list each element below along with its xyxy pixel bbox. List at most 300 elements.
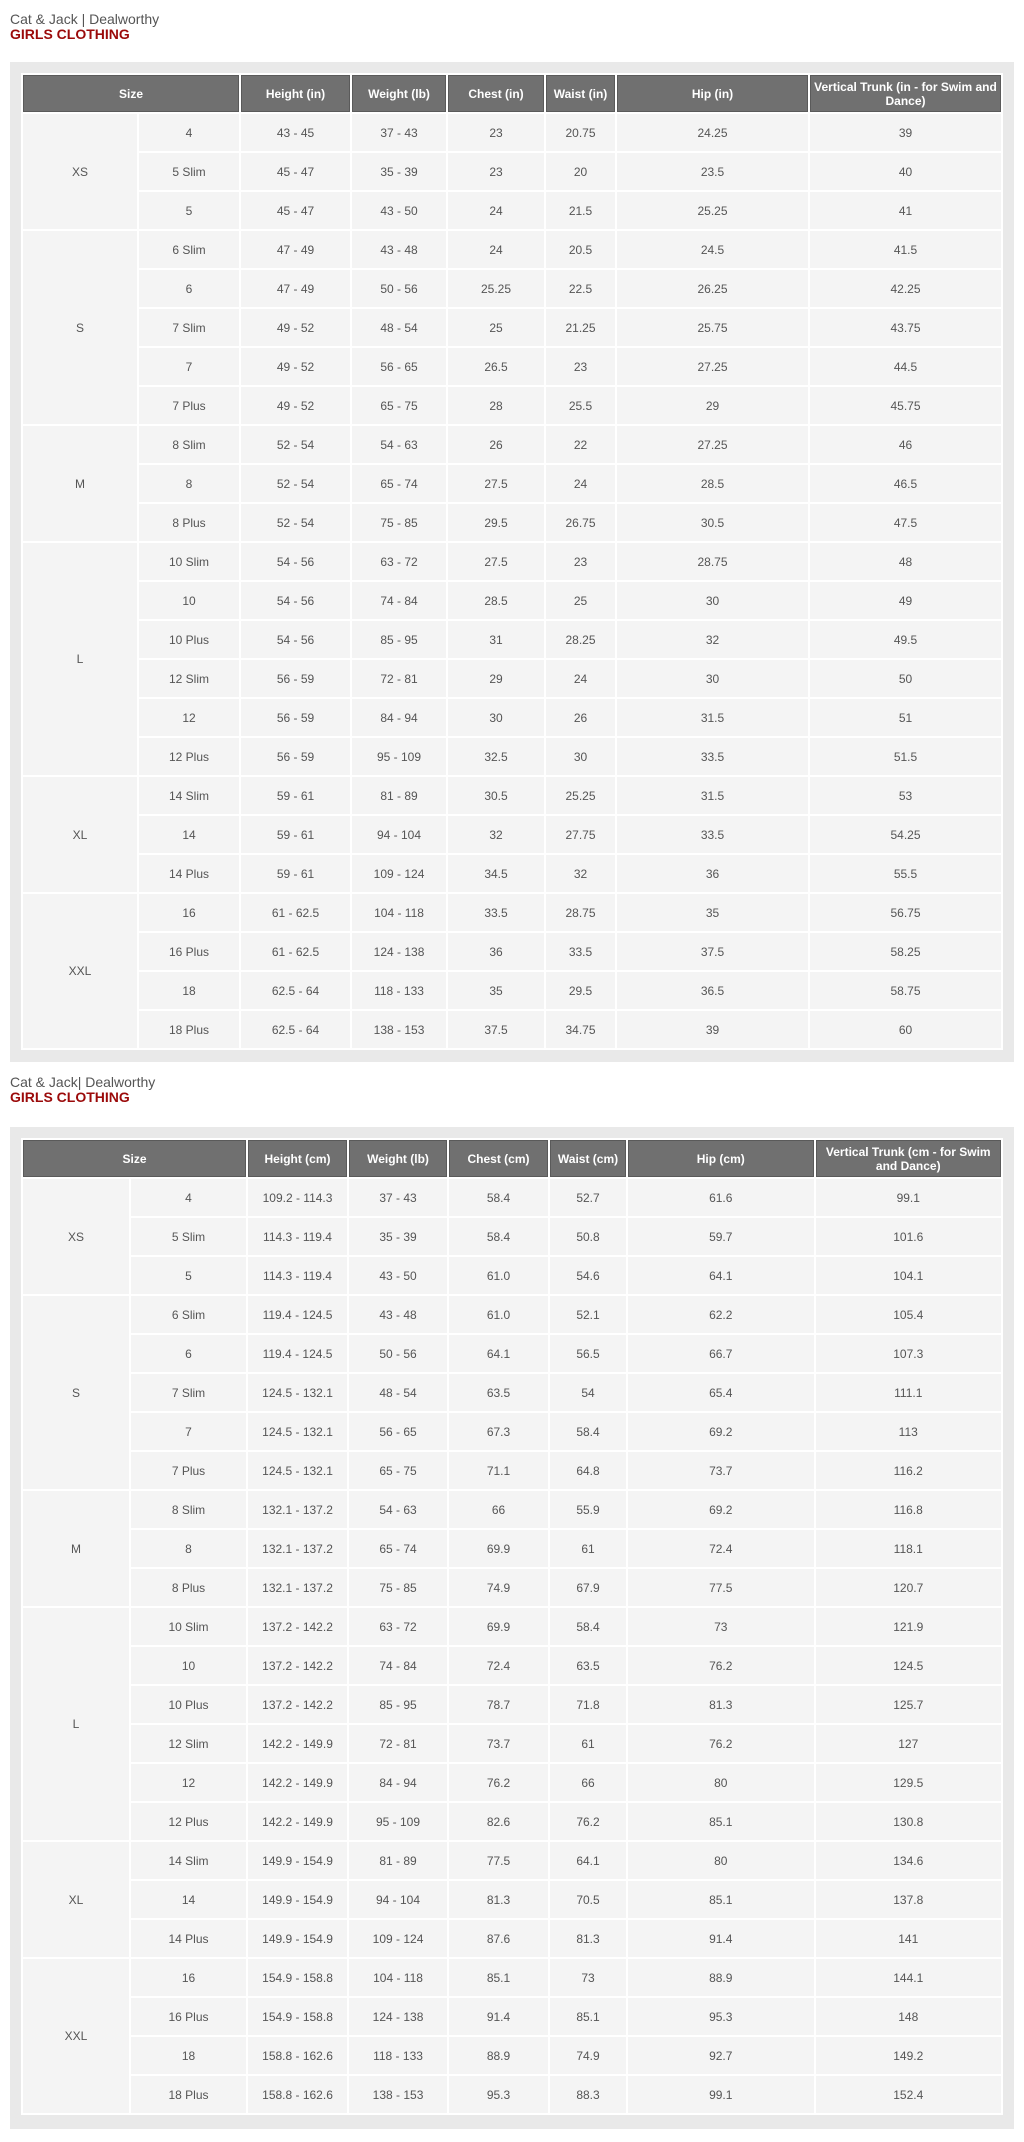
section-heading: GIRLS CLOTHING — [10, 26, 130, 42]
measurement-cell: 26.5 — [448, 348, 544, 385]
size-cell: 7 Slim — [139, 309, 239, 346]
table-row — [23, 1530, 1001, 1567]
measurement-cell: 91.4 — [449, 1998, 548, 2035]
table-row — [23, 309, 1001, 346]
measurement-cell: 44.5 — [810, 348, 1001, 385]
measurement-cell: 28.75 — [617, 543, 808, 580]
size-cell: 18 Plus — [139, 1011, 239, 1048]
measurement-cell: 49 - 52 — [241, 348, 350, 385]
size-cell: 7 Plus — [139, 387, 239, 424]
measurement-cell: 61 — [550, 1530, 626, 1567]
measurement-cell: 142.2 - 149.9 — [248, 1725, 347, 1762]
measurement-cell: 105.4 — [816, 1296, 1002, 1333]
measurement-cell: 158.8 - 162.6 — [248, 2037, 347, 2074]
measurement-cell: 55.5 — [810, 855, 1001, 892]
table-row — [23, 1374, 1001, 1411]
measurement-cell: 158.8 - 162.6 — [248, 2076, 347, 2113]
size-cell: 8 — [139, 465, 239, 502]
measurement-cell: 138 - 153 — [352, 1011, 446, 1048]
measurement-cell: 76.2 — [550, 1803, 626, 1840]
table-row — [23, 777, 1001, 814]
measurement-cell: 49.5 — [810, 621, 1001, 658]
measurement-cell: 56 - 65 — [352, 348, 446, 385]
measurement-cell: 85 - 95 — [349, 1686, 447, 1723]
size-cell: 7 Slim — [131, 1374, 246, 1411]
size-group-label: M — [23, 426, 137, 541]
measurement-cell: 85.1 — [628, 1803, 813, 1840]
measurement-cell: 99.1 — [628, 2076, 813, 2113]
measurement-cell: 154.9 - 158.8 — [248, 1959, 347, 1996]
measurement-cell: 22.5 — [546, 270, 615, 307]
measurement-cell: 25.25 — [546, 777, 615, 814]
table-row — [23, 1491, 1001, 1528]
measurement-cell: 81.3 — [628, 1686, 813, 1723]
measurement-cell: 27.5 — [448, 543, 544, 580]
table-row — [23, 465, 1001, 502]
column-header: Size — [23, 75, 239, 112]
measurement-cell: 61.0 — [449, 1296, 548, 1333]
size-cell: 12 — [131, 1764, 246, 1801]
measurement-cell: 50 — [810, 660, 1001, 697]
measurement-cell: 76.2 — [449, 1764, 548, 1801]
column-header: Weight (lb) — [349, 1140, 447, 1177]
measurement-cell: 77.5 — [628, 1569, 813, 1606]
table-row — [23, 270, 1001, 307]
table-row — [23, 1569, 1001, 1606]
measurement-cell: 24 — [448, 231, 544, 268]
measurement-cell: 50.8 — [550, 1218, 626, 1255]
size-cell: 4 — [131, 1179, 246, 1216]
measurement-cell: 33.5 — [448, 894, 544, 931]
measurement-cell: 118 - 133 — [352, 972, 446, 1009]
measurement-cell: 60 — [810, 1011, 1001, 1048]
measurement-cell: 69.2 — [628, 1491, 813, 1528]
column-header: Weight (lb) — [352, 75, 446, 112]
measurement-cell: 45 - 47 — [241, 192, 350, 229]
size-cell: 7 Plus — [131, 1452, 246, 1489]
measurement-cell: 63.5 — [550, 1647, 626, 1684]
measurement-cell: 36 — [448, 933, 544, 970]
header-row — [23, 1140, 1001, 1177]
size-cell: 16 Plus — [131, 1998, 246, 2035]
measurement-cell: 75 - 85 — [352, 504, 446, 541]
measurement-cell: 52.7 — [550, 1179, 626, 1216]
measurement-cell: 84 - 94 — [352, 699, 446, 736]
table-row — [23, 1413, 1001, 1450]
measurement-cell: 124 - 138 — [349, 1998, 447, 2035]
measurement-cell: 125.7 — [816, 1686, 1002, 1723]
measurement-cell: 24 — [448, 192, 544, 229]
table-row — [23, 1803, 1001, 1840]
measurement-cell: 72.4 — [449, 1647, 548, 1684]
table-row — [23, 1881, 1001, 1918]
measurement-cell: 142.2 - 149.9 — [248, 1803, 347, 1840]
table-row — [23, 816, 1001, 853]
size-cell: 8 Plus — [139, 504, 239, 541]
measurement-cell: 56 - 59 — [241, 699, 350, 736]
measurement-cell: 26.25 — [617, 270, 808, 307]
measurement-cell: 124.5 - 132.1 — [248, 1374, 347, 1411]
measurement-cell: 47 - 49 — [241, 231, 350, 268]
measurement-cell: 64.1 — [449, 1335, 548, 1372]
measurement-cell: 52 - 54 — [241, 504, 350, 541]
size-cell: 10 Plus — [131, 1686, 246, 1723]
measurement-cell: 34.5 — [448, 855, 544, 892]
measurement-cell: 104 - 118 — [349, 1959, 447, 1996]
measurement-cell: 87.6 — [449, 1920, 548, 1957]
size-cell: 5 — [131, 1257, 246, 1294]
measurement-cell: 95.3 — [449, 2076, 548, 2113]
size-cell: 5 — [139, 192, 239, 229]
measurement-cell: 109.2 - 114.3 — [248, 1179, 347, 1216]
table-row — [23, 1647, 1001, 1684]
measurement-cell: 37.5 — [617, 933, 808, 970]
measurement-cell: 74.9 — [550, 2037, 626, 2074]
measurement-cell: 101.6 — [816, 1218, 1002, 1255]
measurement-cell: 148 — [816, 1998, 1002, 2035]
size-cell: 7 — [131, 1413, 246, 1450]
brand-label: Cat & Jack | Dealworthy — [10, 11, 160, 27]
measurement-cell: 45.75 — [810, 387, 1001, 424]
measurement-cell: 104.1 — [816, 1257, 1002, 1294]
column-header: Chest (cm) — [449, 1140, 548, 1177]
measurement-cell: 137.2 - 142.2 — [248, 1647, 347, 1684]
measurement-cell: 95 - 109 — [349, 1803, 447, 1840]
measurement-cell: 132.1 - 137.2 — [248, 1491, 347, 1528]
measurement-cell: 49 - 52 — [241, 309, 350, 346]
measurement-cell: 37.5 — [448, 1011, 544, 1048]
measurement-cell: 141 — [816, 1920, 1002, 1957]
size-chart-section-cm — [0, 1070, 1024, 2142]
size-cell: 10 — [139, 582, 239, 619]
measurement-cell: 59 - 61 — [241, 777, 350, 814]
measurement-cell: 137.8 — [816, 1881, 1002, 1918]
measurement-cell: 99.1 — [816, 1179, 1002, 1216]
measurement-cell: 129.5 — [816, 1764, 1002, 1801]
table-row — [23, 660, 1001, 697]
measurement-cell: 55.9 — [550, 1491, 626, 1528]
measurement-cell: 25.25 — [617, 192, 808, 229]
measurement-cell: 120.7 — [816, 1569, 1002, 1606]
measurement-cell: 27.25 — [617, 426, 808, 463]
measurement-cell: 31 — [448, 621, 544, 658]
measurement-cell: 35 - 39 — [352, 153, 446, 190]
table-row — [23, 1959, 1001, 1996]
measurement-cell: 49 — [810, 582, 1001, 619]
measurement-cell: 137.2 - 142.2 — [248, 1686, 347, 1723]
measurement-cell: 54.25 — [810, 816, 1001, 853]
measurement-cell: 73 — [550, 1959, 626, 1996]
measurement-cell: 56 - 65 — [349, 1413, 447, 1450]
measurement-cell: 63 - 72 — [352, 543, 446, 580]
size-group-label: L — [23, 1608, 129, 1840]
measurement-cell: 109 - 124 — [352, 855, 446, 892]
size-cell: 6 — [139, 270, 239, 307]
measurement-cell: 25.75 — [617, 309, 808, 346]
size-cell: 12 Plus — [131, 1803, 246, 1840]
measurement-cell: 35 — [617, 894, 808, 931]
measurement-cell: 34.75 — [546, 1011, 615, 1048]
measurement-cell: 127 — [816, 1725, 1002, 1762]
table-row — [23, 1179, 1001, 1216]
measurement-cell: 149.9 - 154.9 — [248, 1842, 347, 1879]
measurement-cell: 26 — [546, 699, 615, 736]
measurement-cell: 29 — [448, 660, 544, 697]
size-group-label: XS — [23, 1179, 129, 1294]
measurement-cell: 43.75 — [810, 309, 1001, 346]
measurement-cell: 30 — [617, 660, 808, 697]
measurement-cell: 40 — [810, 153, 1001, 190]
measurement-cell: 58.4 — [550, 1608, 626, 1645]
measurement-cell: 85 - 95 — [352, 621, 446, 658]
measurement-cell: 61 - 62.5 — [241, 933, 350, 970]
measurement-cell: 26 — [448, 426, 544, 463]
table-row — [23, 504, 1001, 541]
measurement-cell: 118 - 133 — [349, 2037, 447, 2074]
measurement-cell: 56.75 — [810, 894, 1001, 931]
table-row — [23, 699, 1001, 736]
measurement-cell: 52.1 — [550, 1296, 626, 1333]
measurement-cell: 47 - 49 — [241, 270, 350, 307]
measurement-cell: 32 — [546, 855, 615, 892]
measurement-cell: 124.5 — [816, 1647, 1002, 1684]
measurement-cell: 54 — [550, 1374, 626, 1411]
measurement-cell: 54 - 63 — [352, 426, 446, 463]
measurement-cell: 66 — [449, 1491, 548, 1528]
measurement-cell: 35 - 39 — [349, 1218, 447, 1255]
measurement-cell: 48 — [810, 543, 1001, 580]
measurement-cell: 61.6 — [628, 1179, 813, 1216]
size-cell: 14 Slim — [139, 777, 239, 814]
column-header: Vertical Trunk (in - for Swim and Dance) — [810, 75, 1001, 112]
measurement-cell: 51.5 — [810, 738, 1001, 775]
measurement-cell: 24 — [546, 465, 615, 502]
measurement-cell: 64.8 — [550, 1452, 626, 1489]
measurement-cell: 58.25 — [810, 933, 1001, 970]
size-cell: 18 — [131, 2037, 246, 2074]
measurement-cell: 48 - 54 — [349, 1374, 447, 1411]
measurement-cell: 29 — [617, 387, 808, 424]
measurement-cell: 61 - 62.5 — [241, 894, 350, 931]
measurement-cell: 49 - 52 — [241, 387, 350, 424]
column-header: Size — [23, 1140, 246, 1177]
measurement-cell: 73.7 — [449, 1725, 548, 1762]
measurement-cell: 25 — [448, 309, 544, 346]
measurement-cell: 88.9 — [628, 1959, 813, 1996]
measurement-cell: 109 - 124 — [349, 1920, 447, 1957]
column-header: Height (in) — [241, 75, 350, 112]
measurement-cell: 37 - 43 — [352, 114, 446, 151]
measurement-cell: 65.4 — [628, 1374, 813, 1411]
measurement-cell: 25 — [546, 582, 615, 619]
size-cell: 10 — [131, 1647, 246, 1684]
measurement-cell: 56.5 — [550, 1335, 626, 1372]
measurement-cell: 39 — [617, 1011, 808, 1048]
measurement-cell: 85.1 — [628, 1881, 813, 1918]
measurement-cell: 94 - 104 — [352, 816, 446, 853]
measurement-cell: 85.1 — [449, 1959, 548, 1996]
measurement-cell: 47.5 — [810, 504, 1001, 541]
size-cell: 5 Slim — [139, 153, 239, 190]
size-group-label: XL — [23, 1842, 129, 1957]
size-cell: 10 Slim — [131, 1608, 246, 1645]
size-cell: 12 Plus — [139, 738, 239, 775]
size-cell: 12 Slim — [131, 1725, 246, 1762]
measurement-cell: 107.3 — [816, 1335, 1002, 1372]
size-cell: 8 Slim — [139, 426, 239, 463]
size-cell: 8 — [131, 1530, 246, 1567]
size-group-label: S — [23, 1296, 129, 1489]
measurement-cell: 23.5 — [617, 153, 808, 190]
measurement-cell: 85.1 — [550, 1998, 626, 2035]
measurement-cell: 95.3 — [628, 1998, 813, 2035]
measurement-cell: 116.2 — [816, 1452, 1002, 1489]
measurement-cell: 27.5 — [448, 465, 544, 502]
measurement-cell: 81.3 — [449, 1881, 548, 1918]
measurement-cell: 35 — [448, 972, 544, 1009]
table-row — [23, 972, 1001, 1009]
measurement-cell: 66 — [550, 1764, 626, 1801]
measurement-cell: 54 - 63 — [349, 1491, 447, 1528]
measurement-cell: 32.5 — [448, 738, 544, 775]
measurement-cell: 30.5 — [617, 504, 808, 541]
measurement-cell: 104 - 118 — [352, 894, 446, 931]
measurement-cell: 132.1 - 137.2 — [248, 1530, 347, 1567]
measurement-cell: 43 - 48 — [352, 231, 446, 268]
measurement-cell: 39 — [810, 114, 1001, 151]
measurement-cell: 72 - 81 — [349, 1725, 447, 1762]
table-row — [23, 1998, 1001, 2035]
measurement-cell: 41.5 — [810, 231, 1001, 268]
measurement-cell: 58.4 — [550, 1413, 626, 1450]
measurement-cell: 124.5 - 132.1 — [248, 1413, 347, 1450]
measurement-cell: 54.6 — [550, 1257, 626, 1294]
measurement-cell: 152.4 — [816, 2076, 1002, 2113]
measurement-cell: 62.5 - 64 — [241, 972, 350, 1009]
measurement-cell: 53 — [810, 777, 1001, 814]
measurement-cell: 111.1 — [816, 1374, 1002, 1411]
measurement-cell: 81 - 89 — [352, 777, 446, 814]
size-cell: 4 — [139, 114, 239, 151]
size-cell: 14 — [131, 1881, 246, 1918]
measurement-cell: 124.5 - 132.1 — [248, 1452, 347, 1489]
measurement-cell: 130.8 — [816, 1803, 1002, 1840]
size-table-cm — [21, 1138, 1003, 2115]
measurement-cell: 61 — [550, 1725, 626, 1762]
measurement-cell: 80 — [628, 1764, 813, 1801]
measurement-cell: 144.1 — [816, 1959, 1002, 1996]
measurement-cell: 66.7 — [628, 1335, 813, 1372]
size-cell: 16 — [131, 1959, 246, 1996]
table-row — [23, 387, 1001, 424]
measurement-cell: 59 - 61 — [241, 816, 350, 853]
measurement-cell: 74 - 84 — [349, 1647, 447, 1684]
measurement-cell: 50 - 56 — [352, 270, 446, 307]
measurement-cell: 74.9 — [449, 1569, 548, 1606]
measurement-cell: 142.2 - 149.9 — [248, 1764, 347, 1801]
measurement-cell: 22 — [546, 426, 615, 463]
measurement-cell: 30.5 — [448, 777, 544, 814]
measurement-cell: 26.75 — [546, 504, 615, 541]
size-group-label: XS — [23, 114, 137, 229]
measurement-cell: 149.2 — [816, 2037, 1002, 2074]
measurement-cell: 29.5 — [448, 504, 544, 541]
table-row — [23, 1842, 1001, 1879]
size-cell: 16 Plus — [139, 933, 239, 970]
size-group-label: XXL — [23, 1959, 129, 2113]
measurement-cell: 71.8 — [550, 1686, 626, 1723]
measurement-cell: 149.9 - 154.9 — [248, 1920, 347, 1957]
measurement-cell: 36 — [617, 855, 808, 892]
measurement-cell: 65 - 74 — [349, 1530, 447, 1567]
table-row — [23, 114, 1001, 151]
table-row — [23, 1218, 1001, 1255]
measurement-cell: 52 - 54 — [241, 426, 350, 463]
header-row — [23, 75, 1001, 112]
measurement-cell: 121.9 — [816, 1608, 1002, 1645]
measurement-cell: 30 — [617, 582, 808, 619]
section-heading: GIRLS CLOTHING — [10, 1089, 130, 1105]
column-header: Chest (in) — [448, 75, 544, 112]
size-cell: 14 Plus — [139, 855, 239, 892]
measurement-cell: 37 - 43 — [349, 1179, 447, 1216]
table-row — [23, 426, 1001, 463]
table-row — [23, 738, 1001, 775]
measurement-cell: 113 — [816, 1413, 1002, 1450]
measurement-cell: 58.75 — [810, 972, 1001, 1009]
measurement-cell: 71.1 — [449, 1452, 548, 1489]
measurement-cell: 69.9 — [449, 1530, 548, 1567]
measurement-cell: 28.5 — [617, 465, 808, 502]
size-cell: 14 — [139, 816, 239, 853]
size-cell: 12 Slim — [139, 660, 239, 697]
measurement-cell: 36.5 — [617, 972, 808, 1009]
measurement-cell: 149.9 - 154.9 — [248, 1881, 347, 1918]
measurement-cell: 48 - 54 — [352, 309, 446, 346]
table-row — [23, 1686, 1001, 1723]
measurement-cell: 134.6 — [816, 1842, 1002, 1879]
table-row — [23, 543, 1001, 580]
measurement-cell: 91.4 — [628, 1920, 813, 1957]
column-header: Height (cm) — [248, 1140, 347, 1177]
measurement-cell: 59.7 — [628, 1218, 813, 1255]
measurement-cell: 43 - 48 — [349, 1296, 447, 1333]
size-group-label: XXL — [23, 894, 137, 1048]
measurement-cell: 114.3 - 119.4 — [248, 1257, 347, 1294]
measurement-cell: 52 - 54 — [241, 465, 350, 502]
measurement-cell: 23 — [448, 114, 544, 151]
measurement-cell: 33.5 — [617, 816, 808, 853]
size-cell: 6 Slim — [139, 231, 239, 268]
table-row — [23, 2076, 1001, 2113]
size-cell: 14 Slim — [131, 1842, 246, 1879]
measurement-cell: 21.5 — [546, 192, 615, 229]
measurement-cell: 65 - 75 — [349, 1452, 447, 1489]
measurement-cell: 43 - 50 — [352, 192, 446, 229]
table-row — [23, 1725, 1001, 1762]
table-row — [23, 2037, 1001, 2074]
measurement-cell: 56 - 59 — [241, 738, 350, 775]
measurement-cell: 42.25 — [810, 270, 1001, 307]
measurement-cell: 30 — [448, 699, 544, 736]
table-row — [23, 1452, 1001, 1489]
measurement-cell: 62.5 - 64 — [241, 1011, 350, 1048]
measurement-cell: 138 - 153 — [349, 2076, 447, 2113]
measurement-cell: 63 - 72 — [349, 1608, 447, 1645]
measurement-cell: 64.1 — [550, 1842, 626, 1879]
size-group-label: XL — [23, 777, 137, 892]
measurement-cell: 88.3 — [550, 2076, 626, 2113]
